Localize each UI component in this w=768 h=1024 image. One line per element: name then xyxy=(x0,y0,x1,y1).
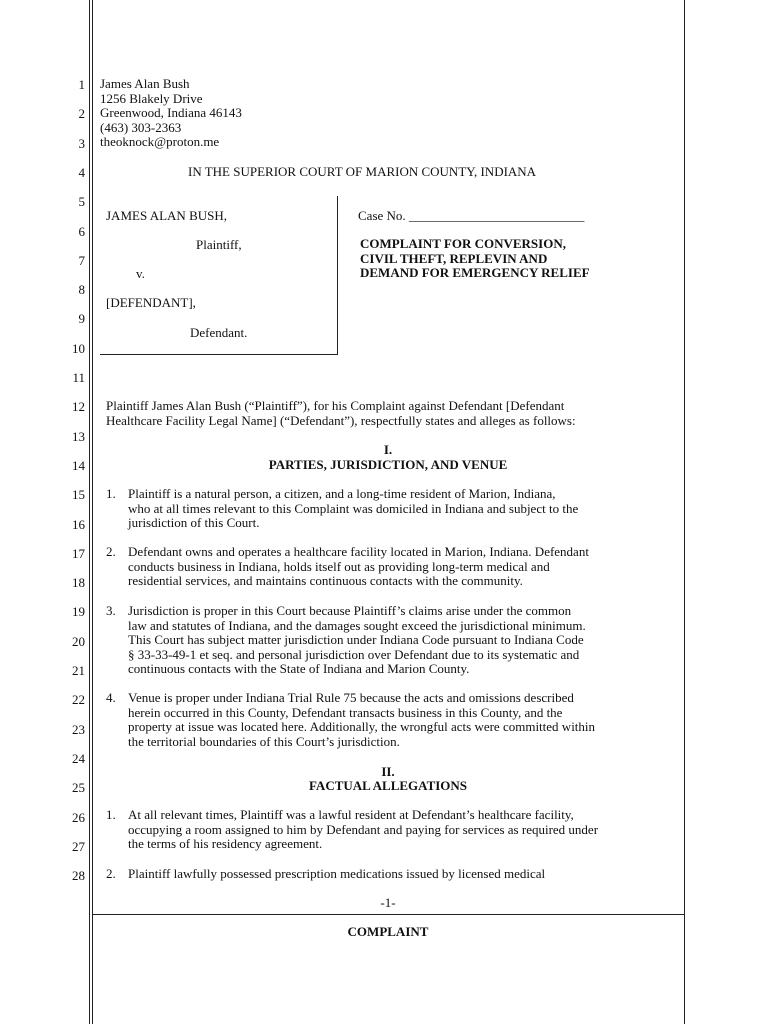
left-margin-rule-outer xyxy=(89,0,90,1024)
paragraph-number: 4. xyxy=(106,690,116,705)
complaint-title-line: DEMAND FOR EMERGENCY RELIEF xyxy=(360,265,590,280)
paragraph-line: Plaintiff is a natural person, a citizen, and a long-time resident of Marion, Indiana, xyxy=(128,486,556,501)
line-number: 2 xyxy=(78,106,85,122)
intro-line: Plaintiff James Alan Bush (“Plaintiff”), for his Complaint against Defendant [Defendant xyxy=(106,398,565,413)
paragraph-line: continuous contacts with the State of Indiana and Marion County. xyxy=(128,661,470,676)
right-margin-rule xyxy=(684,0,685,1024)
line-number: 17 xyxy=(72,545,85,561)
paragraph-line: herein occurred in this County, Defendant transacts business in this County, and the xyxy=(128,704,563,720)
line-number: 5 xyxy=(78,194,85,210)
paragraph-line: Jurisdiction is proper in this Court because Plaintiff’s claims arise under the common xyxy=(128,603,572,618)
paragraph-line: property at issue was located here. Additionally, the wrongful acts were committed within xyxy=(128,719,596,734)
line-number: 27 xyxy=(72,838,85,854)
paragraph-line: law and statutes of Indiana, and the damages sought exceed the jurisdictional minimum. xyxy=(128,617,586,633)
defendant-name: [DEFENDANT], xyxy=(106,295,196,310)
line-number: 12 xyxy=(72,399,85,415)
line-number: 10 xyxy=(72,340,85,356)
paragraph-line: conducts business in Indiana, holds itself out as providing long-term medical and xyxy=(128,558,550,574)
paragraph-line: Defendant owns and operates a healthcare facility located in Marion, Indiana. Defendant xyxy=(128,544,589,559)
paragraph-line: At all relevant times, Plaintiff was a lawful resident at Defendant’s healthcare facility, xyxy=(128,807,574,822)
line-number: 6 xyxy=(78,223,85,239)
paragraph-line: jurisdiction of this Court. xyxy=(128,515,260,530)
complaint-title xyxy=(360,237,590,281)
paragraph-line: occupying a room assigned to him by Defendant and paying for services as required under xyxy=(128,821,599,837)
intro-paragraph xyxy=(106,399,576,428)
line-number: 25 xyxy=(72,780,85,796)
paragraph-line: Plaintiff lawfully possessed prescription medications issued by licensed medical xyxy=(128,866,546,881)
paragraph-line: Venue is proper under Indiana Trial Rule 75 because the acts and omissions described xyxy=(128,690,574,705)
line-number: 26 xyxy=(72,809,85,825)
paragraph-number: 2. xyxy=(106,866,116,881)
paragraph-line: the terms of his residency agreement. xyxy=(128,836,323,851)
paragraph-line: This Court has subject matter jurisdiction under Indiana Code pursuant to Indiana Code xyxy=(128,632,584,647)
line-number: 14 xyxy=(72,457,85,473)
paragraph-number: 1. xyxy=(106,807,116,822)
section-2-title: FACTUAL ALLEGATIONS xyxy=(308,778,468,793)
left-margin-rule-inner xyxy=(92,0,93,1024)
plaintiff-role: Plaintiff, xyxy=(196,237,242,252)
header-name: James Alan Bush xyxy=(100,76,190,91)
defendant-role: Defendant. xyxy=(190,325,248,340)
line-number: 22 xyxy=(72,692,85,708)
complaint-title-line: COMPLAINT FOR CONVERSION, xyxy=(360,236,566,251)
court-name: IN THE SUPERIOR COURT OF MARION COUNTY, INDIANA xyxy=(188,164,537,179)
line-number: 19 xyxy=(72,604,85,620)
line-number: 7 xyxy=(78,252,85,268)
line-number: 13 xyxy=(72,428,85,444)
footer-rule xyxy=(92,914,685,915)
line-number: 15 xyxy=(72,487,85,503)
footer-label: COMPLAINT xyxy=(347,924,429,939)
header-address2: Greenwood, Indiana 46143 xyxy=(100,105,242,120)
line-number: 9 xyxy=(78,311,85,327)
line-number: 23 xyxy=(72,721,85,737)
line-number: 24 xyxy=(72,750,85,766)
case-number: Case No. ___________________________ xyxy=(358,208,585,223)
intro-line: Healthcare Facility Legal Name] (“Defendant”), respectfully states and alleges as follows: xyxy=(106,412,576,428)
paragraph-line: residential services, and maintains continuous contacts with the community. xyxy=(128,573,523,588)
plaintiff-name: JAMES ALAN BUSH, xyxy=(106,208,227,223)
paragraph-number: 1. xyxy=(106,486,116,501)
section-1-numeral: I. xyxy=(383,442,393,457)
line-number: 20 xyxy=(72,633,85,649)
header-address1: 1256 Blakely Drive xyxy=(100,91,203,106)
header-email: theoknock@proton.me xyxy=(100,134,220,149)
section-1-title: PARTIES, JURISDICTION, AND VENUE xyxy=(268,457,508,472)
line-number: 11 xyxy=(72,370,85,385)
line-number: 18 xyxy=(72,575,85,591)
section-2-numeral: II. xyxy=(381,764,395,779)
versus: v. xyxy=(136,266,145,281)
header-phone: (463) 303-2363 xyxy=(100,120,182,135)
paragraph-line: § 33-33-49-1 et seq. and personal jurisdiction over Defendant due to its systematic and xyxy=(128,646,580,662)
page-number: -1- xyxy=(380,895,396,910)
line-number: 4 xyxy=(78,164,85,180)
paragraph-line: who at all times relevant to this Complaint was domiciled in Indiana and subject to the xyxy=(128,500,579,516)
line-number: 16 xyxy=(72,516,85,532)
line-number: 1 xyxy=(78,77,85,92)
line-number: 3 xyxy=(78,135,85,151)
caption-divider-vertical xyxy=(337,196,338,355)
paragraph-line: the territorial boundaries of this Court’s jurisdiction. xyxy=(128,733,400,749)
paragraph-number: 3. xyxy=(106,603,116,618)
line-number: 21 xyxy=(72,663,85,678)
line-number: 28 xyxy=(72,868,85,884)
line-number: 8 xyxy=(78,282,85,298)
caption-divider-horizontal xyxy=(100,354,338,355)
complaint-title-line: CIVIL THEFT, REPLEVIN AND xyxy=(360,250,548,266)
paragraph-number: 2. xyxy=(106,544,116,559)
